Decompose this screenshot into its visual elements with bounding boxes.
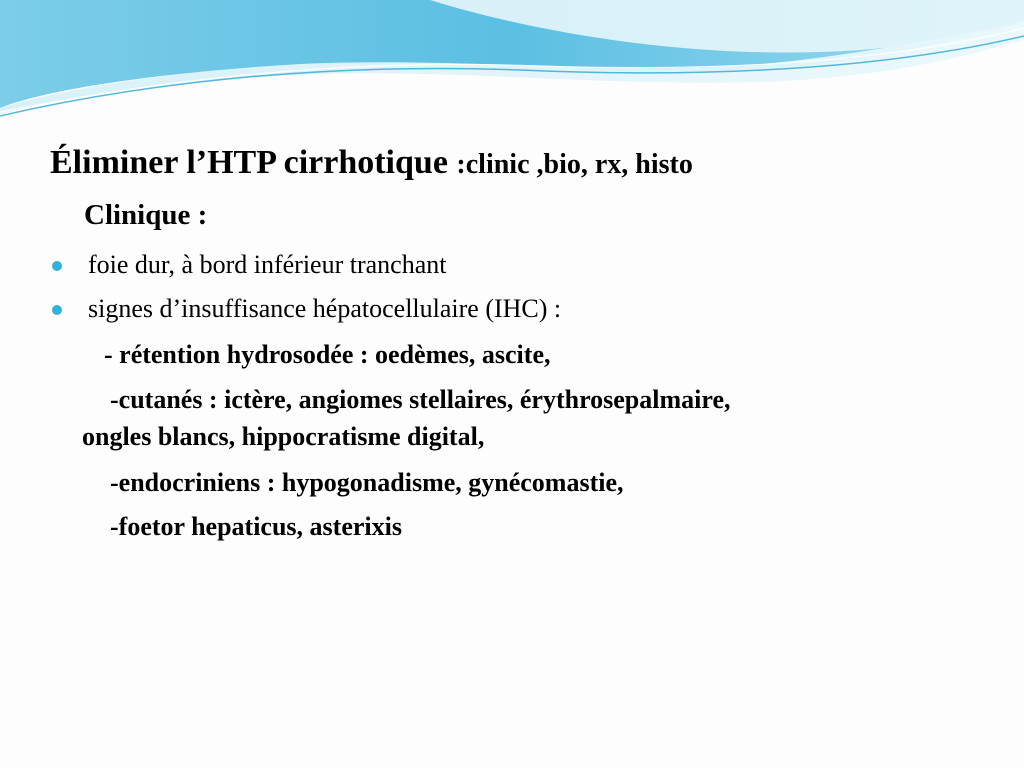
- detail-line: - rétention hydrosodée : oedèmes, ascite,: [104, 340, 551, 369]
- section-heading: Clinique :: [84, 199, 208, 231]
- bullet-text: foie dur, à bord inférieur tranchant: [88, 250, 447, 279]
- detail-line: -cutanés : ictère, angiomes stellaires, érythrosepalmaire,: [110, 385, 731, 414]
- title-subtitle: :clinic ,bio, rx, histo: [456, 149, 693, 180]
- slide-title: [50, 144, 693, 182]
- detail-line: -foetor hepaticus, asterixis: [110, 512, 402, 541]
- detail-line: ongles blancs, hippocratisme digital,: [82, 422, 485, 451]
- bullet-dot-icon: [52, 261, 62, 271]
- detail-line: -endocriniens : hypogonadisme, gynécomastie,: [110, 468, 624, 497]
- bullet-text: signes d’insuffisance hépatocellulaire (IHC) :: [88, 294, 562, 323]
- title-main: Éliminer l’HTP cirrhotique: [50, 144, 457, 181]
- bullet-dot-icon: [52, 305, 62, 315]
